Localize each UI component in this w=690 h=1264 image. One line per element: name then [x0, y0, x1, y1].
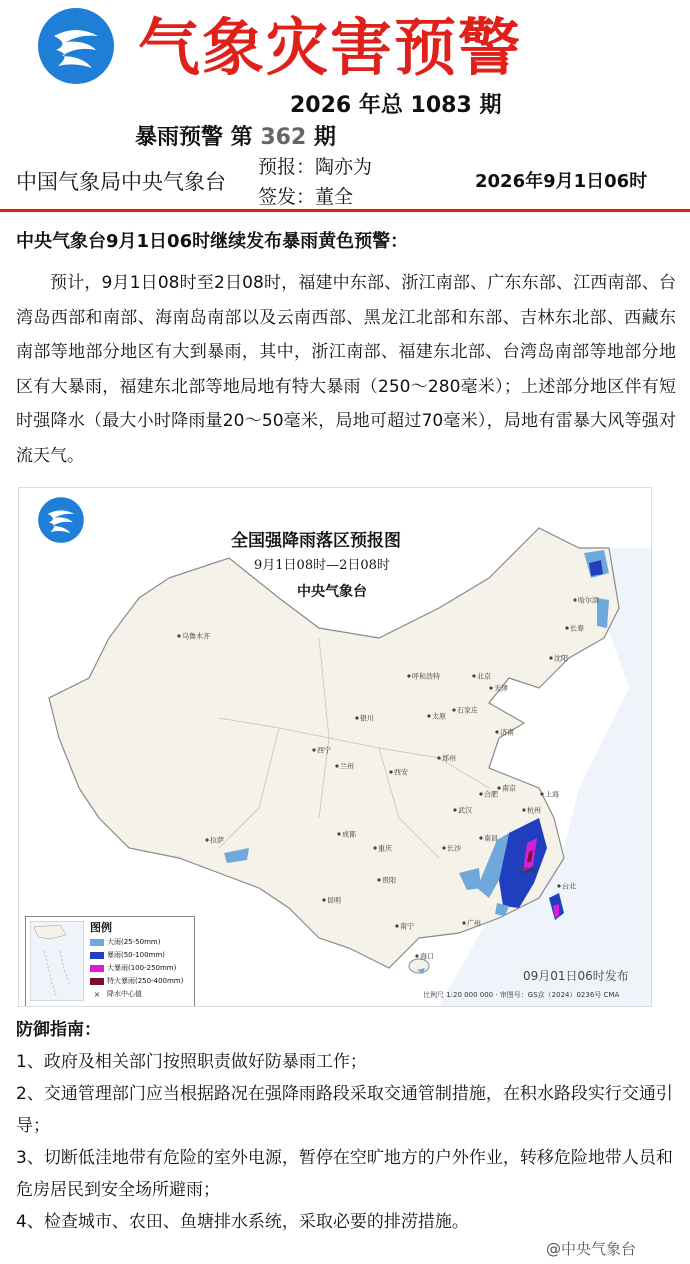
- city-label: 西宁: [317, 746, 331, 755]
- city-marker: [479, 836, 482, 839]
- legend-label: 大雨(25-50mm): [107, 938, 161, 946]
- legend-label: 降水中心值: [107, 990, 142, 998]
- city-marker: [437, 756, 440, 759]
- city-label: 郑州: [442, 754, 456, 763]
- warning-suffix: 期: [306, 125, 336, 150]
- city-marker: [335, 764, 338, 767]
- city-label: 拉萨: [210, 836, 224, 845]
- legend-item: [90, 950, 165, 960]
- city-label: 银川: [360, 714, 374, 723]
- city-marker: [407, 674, 410, 677]
- legend-item: [90, 937, 160, 947]
- city-label: 广州: [467, 919, 481, 928]
- legend-label: 暴雨(50-100mm): [107, 951, 165, 959]
- city-marker: [557, 884, 560, 887]
- city-label: 西安: [394, 768, 408, 777]
- guidance-item: 4、检查城市、农田、鱼塘排水系统，采取必要的排涝措施。: [16, 1212, 469, 1232]
- rainfall-map: [18, 487, 652, 1007]
- city-label: 重庆: [378, 844, 392, 853]
- city-marker: [522, 808, 525, 811]
- header-divider: [0, 209, 690, 212]
- city-marker: [337, 832, 340, 835]
- city-label: 天津: [494, 684, 508, 693]
- city-label: 贵阳: [382, 876, 396, 885]
- signatures: [258, 152, 372, 212]
- guidance-list: [16, 1046, 674, 1238]
- city-marker: [377, 878, 380, 881]
- legend-swatch: [90, 965, 104, 972]
- map-publish-time: 09月01日06时发布: [523, 969, 629, 983]
- city-label: 南京: [502, 784, 516, 793]
- city-marker: [322, 898, 325, 901]
- bulletin-headline: 中央气象台9月1日06时继续发布暴雨黄色预警：: [16, 231, 409, 252]
- city-marker: [489, 686, 492, 689]
- warning-prefix: 暴雨预警 第: [135, 125, 261, 150]
- city-marker: [565, 626, 568, 629]
- guidance-heading: 防御指南：: [16, 1020, 101, 1040]
- city-label: 武汉: [458, 806, 472, 815]
- city-label: 南宁: [400, 922, 414, 931]
- guidance-item: 3、切断低洼地带有危险的室外电源，暂停在空旷地方的户外作业，转移危险地带人员和危房居民到安全场所避雨；: [16, 1148, 673, 1200]
- city-label: 昆明: [327, 896, 341, 905]
- bulletin-title: 气象灾害预警: [138, 11, 523, 84]
- organization-name: 中国气象局中央气象台: [16, 170, 226, 194]
- forecaster-line: 预报：陶亦为: [258, 156, 373, 178]
- legend-item: [90, 976, 183, 986]
- city-label: 海口: [420, 952, 434, 961]
- city-label: 成都: [342, 830, 356, 839]
- city-marker: [497, 786, 500, 789]
- city-label: 哈尔滨: [578, 596, 599, 605]
- issue-number: 2026 年总 1083 期: [290, 93, 502, 118]
- legend-swatch: ×: [93, 989, 101, 999]
- city-marker: [415, 954, 418, 957]
- weibo-watermark: @中央气象台: [546, 1240, 637, 1258]
- city-marker: [395, 924, 398, 927]
- legend-title: 图例: [90, 921, 112, 934]
- guidance-item: 1、政府及相关部门按照职责做好防暴雨工作；: [16, 1052, 367, 1072]
- map-logo: [37, 496, 85, 544]
- map-time-range: 9月1日08时—2日08时: [254, 558, 390, 573]
- city-label: 济南: [500, 728, 514, 737]
- issuer-line: 签发：董全: [258, 186, 354, 208]
- city-marker: [472, 674, 475, 677]
- legend-label: 特大暴雨(250-400mm): [107, 977, 184, 985]
- cma-logo: [36, 6, 116, 86]
- south-china-sea-inset: [30, 921, 84, 1001]
- city-label: 北京: [477, 672, 491, 681]
- city-label: 太原: [432, 712, 446, 721]
- city-marker: [452, 708, 455, 711]
- city-marker: [389, 770, 392, 773]
- bulletin-body: 预计，9月1日08时至2日08时，福建中东部、浙江南部、广东东部、江西南部、台湾岛西部和南部、海南岛南部以及云南西部、黑龙江北部和东部、吉林东北部、西藏东南部等地部分地区有大到暴雨，其中，浙江南部、福建东北部、台湾岛南部等地部分地区有大暴雨，福建东北部等地局地有特大暴雨（250～280毫米）；上述部分地区伴有短时强降水（最大小时降雨量20～50毫米，局地可超过70毫米），局地有雷暴大风等强对流天气。: [16, 273, 676, 466]
- city-label: 杭州: [527, 806, 541, 815]
- city-marker: [373, 846, 376, 849]
- city-label: 南昌: [484, 834, 498, 843]
- map-agency: 中央气象台: [297, 584, 367, 600]
- map-title: 全国强降雨落区预报图: [231, 531, 401, 551]
- city-label: 乌鲁木齐: [182, 632, 210, 641]
- legend-item: [90, 963, 176, 973]
- city-marker: [479, 792, 482, 795]
- city-label: 长春: [570, 624, 584, 633]
- city-marker: [540, 792, 543, 795]
- city-label: 呼和浩特: [412, 672, 440, 681]
- city-marker: [177, 634, 180, 637]
- city-marker: [549, 656, 552, 659]
- city-label: 合肥: [484, 790, 498, 799]
- city-label: 沈阳: [554, 654, 568, 663]
- city-marker: [453, 808, 456, 811]
- legend-swatch: [90, 939, 104, 946]
- city-marker: [442, 846, 445, 849]
- city-marker: [573, 598, 576, 601]
- city-label: 台北: [562, 882, 576, 891]
- warning-number: [135, 120, 336, 151]
- city-marker: [427, 714, 430, 717]
- city-label: 石家庄: [457, 706, 478, 715]
- city-label: 上海: [545, 790, 559, 799]
- guidance-item: 2、交通管理部门应当根据路况在强降雨路段采取交通管制措施，在积水路段实行交通引导；: [16, 1084, 673, 1136]
- city-marker: [517, 868, 520, 871]
- warning-number-value: 362: [260, 125, 307, 150]
- issue-date: 2026年9月1日06时: [475, 171, 648, 192]
- legend-swatch: [90, 978, 104, 985]
- city-label: 福州: [522, 866, 536, 875]
- legend-label: 大暴雨(100-250mm): [107, 964, 177, 972]
- legend-item: [90, 989, 142, 999]
- legend-swatch: [90, 952, 104, 959]
- city-marker: [205, 838, 208, 841]
- city-marker: [312, 748, 315, 751]
- city-marker: [355, 716, 358, 719]
- city-marker: [495, 730, 498, 733]
- map-legend: [25, 916, 195, 1007]
- city-label: 长沙: [447, 844, 461, 853]
- city-label: 兰州: [340, 762, 354, 771]
- map-scale-note: 比例尺 1:20 000 000 · 审图号：GS京（2024）0236号 CMA: [423, 991, 620, 999]
- city-marker: [462, 921, 465, 924]
